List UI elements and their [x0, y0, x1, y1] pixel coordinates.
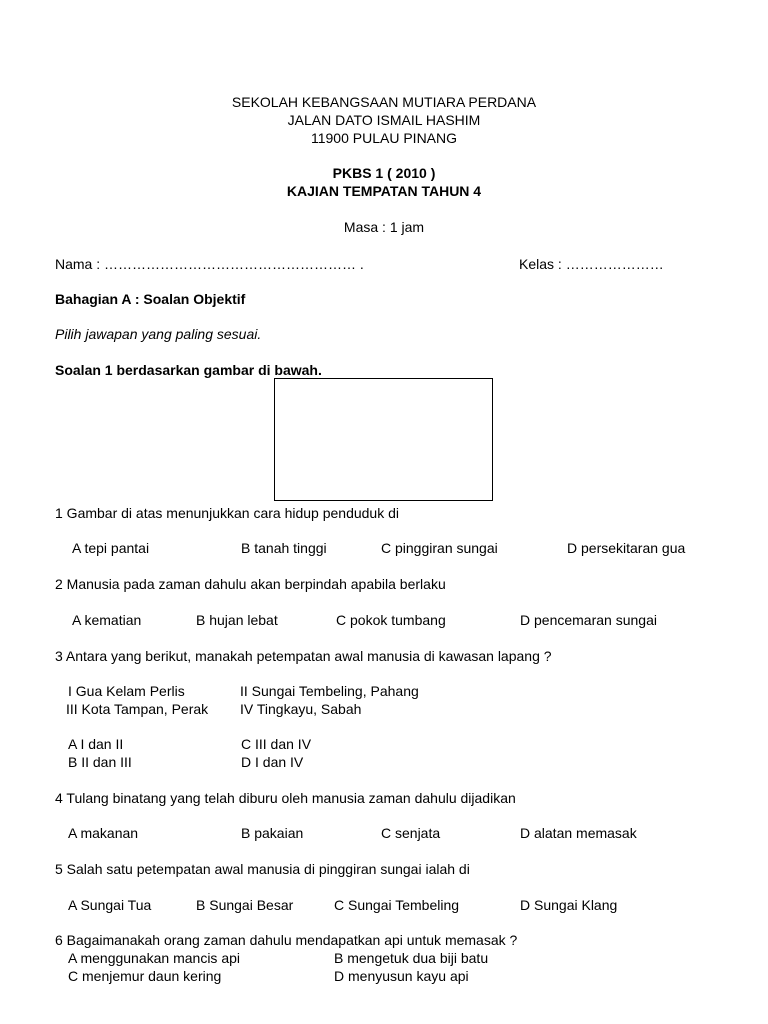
section-instruction: Pilih jawapan yang paling sesuai. — [55, 326, 262, 342]
question-3: 3 Antara yang berikut, manakah petempatan awal manusia di kawasan lapang ? — [55, 648, 552, 664]
school-street: JALAN DATO ISMAIL HASHIM — [287, 112, 481, 128]
question-1: 1 Gambar di atas menunjukkan cara hidup penduduk di — [55, 505, 399, 521]
exam-duration: Masa : 1 jam — [343, 219, 425, 235]
q2-option-c[interactable]: C pokok tumbang — [336, 612, 446, 628]
question-picture-frame — [274, 378, 493, 501]
q2-option-a[interactable]: A kematian — [72, 612, 142, 628]
q4-option-d[interactable]: D alatan memasak — [520, 825, 637, 841]
q1-option-b[interactable]: B tanah tinggi — [241, 540, 327, 556]
q3-statement-2: II Sungai Tembeling, Pahang — [240, 683, 419, 699]
q5-option-c[interactable]: C Sungai Tembeling — [334, 897, 460, 913]
q4-option-b[interactable]: B pakaian — [241, 825, 304, 841]
q2-option-b[interactable]: B hujan lebat — [196, 612, 278, 628]
q1-option-c[interactable]: C pinggiran sungai — [381, 540, 498, 556]
q6-option-a[interactable]: A menggunakan mancis api — [68, 950, 240, 966]
q5-option-b[interactable]: B Sungai Besar — [196, 897, 294, 913]
q6-option-b[interactable]: B mengetuk dua biji batu — [334, 950, 489, 966]
question-6: 6 Bagaimanakah orang zaman dahulu mendapatkan api untuk memasak ? — [55, 932, 518, 948]
q3-statement-4: IV Tingkayu, Sabah — [240, 701, 362, 717]
q3-option-c[interactable]: C III dan IV — [241, 736, 312, 752]
q1-option-a[interactable]: A tepi pantai — [72, 540, 150, 556]
q6-option-d[interactable]: D menyusun kayu api — [334, 968, 469, 984]
section-title: Bahagian A : Soalan Objektif — [55, 291, 246, 307]
question-5: 5 Salah satu petempatan awal manusia di pinggiran sungai ialah di — [55, 861, 470, 877]
school-city: 11900 PULAU PINANG — [310, 130, 458, 146]
q4-option-a[interactable]: A makanan — [68, 825, 139, 841]
q3-option-d[interactable]: D I dan IV — [241, 754, 304, 770]
q5-option-d[interactable]: D Sungai Klang — [520, 897, 618, 913]
question-4: 4 Tulang binatang yang telah diburu oleh manusia zaman dahulu dijadikan — [55, 790, 516, 806]
q6-option-c[interactable]: C menjemur daun kering — [68, 968, 222, 984]
class-field-label: Kelas : ………………… — [519, 256, 664, 272]
q3-option-b[interactable]: B II dan III — [68, 754, 132, 770]
exam-title: PKBS 1 ( 2010 ) — [332, 165, 436, 181]
q4-option-c[interactable]: C senjata — [381, 825, 441, 841]
school-name: SEKOLAH KEBANGSAAN MUTIARA PERDANA — [231, 94, 537, 110]
q5-option-a[interactable]: A Sungai Tua — [68, 897, 152, 913]
q2-option-d[interactable]: D pencemaran sungai — [520, 612, 657, 628]
q3-statement-3: III Kota Tampan, Perak — [66, 701, 209, 717]
question-2: 2 Manusia pada zaman dahulu akan berpindah apabila berlaku — [55, 576, 446, 592]
q1-option-d[interactable]: D persekitaran gua — [567, 540, 686, 556]
name-field-label: Nama : ……………………………………………… . — [55, 256, 364, 272]
picture-intro: Soalan 1 berdasarkan gambar di bawah. — [55, 362, 322, 378]
q3-statement-1: I Gua Kelam Perlis — [68, 683, 185, 699]
q3-option-a[interactable]: A I dan II — [68, 736, 124, 752]
subject-title: KAJIAN TEMPATAN TAHUN 4 — [286, 183, 482, 199]
